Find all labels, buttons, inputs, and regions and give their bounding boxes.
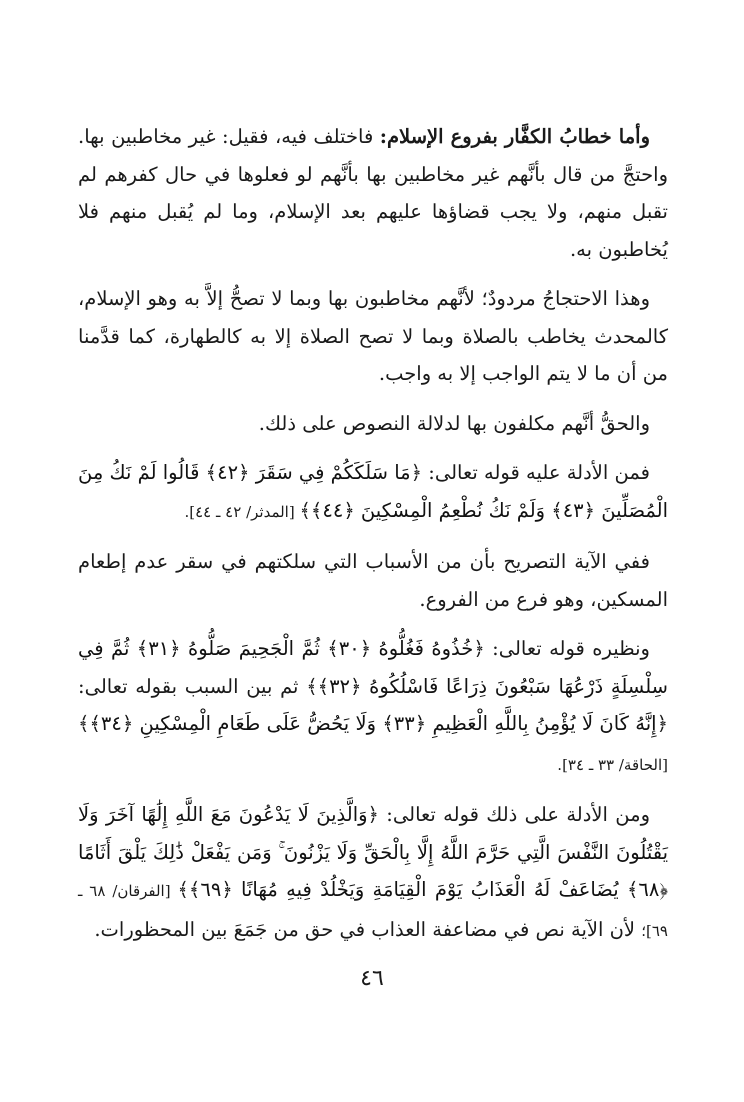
paragraph-text: ونظيره قوله تعالى: — [484, 637, 650, 660]
quran-verse: خُذُوهُ فَغُلُّوهُ ﴿٣٠﴾ ثُمَّ الْجَحِيمَ صَلُّوهُ ﴿٣١﴾ ثُمَّ فِي سِلْسِلَةٍ ذَرْعُهَا سَبْعُونَ ذِرَاعًا فَاسْلُكُوهُ ﴿٣٢﴾ — [78, 637, 668, 698]
paragraph-text: والحقُّ أنَّهم مكلفون بها لدلالة النصوص على ذلك. — [258, 411, 650, 435]
ornate-bracket-open: ﴿ — [367, 803, 379, 826]
paragraph-evidence-haqqah — [78, 630, 668, 784]
ornate-bracket-open: ﴿ — [410, 461, 423, 484]
paragraph-text: فمن الأدلة عليه قوله تعالى: — [422, 461, 650, 484]
verse-citation: [الحاقة/ ٣٣ ـ ٣٤]. — [557, 755, 668, 774]
paragraph-truth — [78, 405, 668, 443]
paragraph-evidence-muddaththir — [78, 454, 668, 531]
paragraph-text: فاختلف فيه، فقيل: غير مخاطبين بها. واحتجَّ من قال بأنَّهم غير مخاطبين بها بأنَّهم لو فعلوها في حال كفرهم لم تقبل منهم، ولا يجب قضاؤها عليهم بعد الإسلام، وما لم يُقبل منهم فلا يُخاطبون به. — [78, 125, 668, 261]
verse-citation: [الفرقان/ ٦٨ ـ ٦٩]؛ — [78, 882, 668, 940]
ornate-bracket-open: ﴿ — [473, 637, 485, 660]
verse-citation: [المدثر/ ٤٢ ـ ٤٤]. — [184, 502, 300, 521]
paragraph-disbelievers-address — [78, 118, 668, 268]
ornate-bracket-open: ﴿ — [656, 712, 669, 735]
quran-verse: مَا سَلَكَكُمْ فِي سَقَرَ ﴿٤٢﴾ قَالُوا لَمْ نَكُ مِنَ الْمُصَلِّينَ ﴿٤٣﴾ وَلَمْ نَكُ نُطْعِمُ الْمِسْكِينَ ﴿٤٤﴾ — [78, 461, 668, 522]
paragraph-heading: وأما خطابُ الكفَّار بفروع الإسلام: — [379, 125, 650, 148]
page-number: ٤٦ — [360, 966, 384, 991]
paragraph-text: ثم بين السبب بقوله تعالى: — [78, 674, 307, 698]
paragraph-refutation — [78, 280, 668, 393]
paragraph-explanation — [78, 543, 668, 618]
paragraph-text: ومن الأدلة على ذلك قوله تعالى: — [378, 803, 651, 826]
page-body — [78, 118, 668, 962]
paragraph-text: لأن الآية نص في مضاعفة العذاب في حق من جَمَعَ بين المحظورات. — [94, 917, 642, 941]
ornate-bracket-close: ﴾ — [306, 674, 318, 698]
quran-verse: وَالَّذِينَ لَا يَدْعُونَ مَعَ اللَّهِ إِلَٰهًا آخَرَ وَلَا يَقْتُلُونَ النَّفْسَ الَّتِي حَرَّمَ اللَّهُ إِلَّا بِالْحَقِّ وَلَا يَزْنُونَ ۚ وَمَن يَفْعَلْ ذَٰلِكَ يَلْقَ أَثَامًا ﴿٦٨﴾ يُضَاعَفْ لَهُ الْعَذَابُ يَوْمَ الْقِيَامَةِ وَيَخْلُدْ فِيهِ مُهَانًا ﴿٦٩﴾ — [78, 803, 668, 901]
paragraph-evidence-furqan — [78, 796, 668, 950]
paragraph-text: وهذا الاحتجاجُ مردودٌ؛ لأنَّهم مخاطبون بها وبما لا تصحُّ إلاَّ به وهو الإسلام، كالمحدث يخاطب بالصلاة وبما لا تصح الصلاة إلا به كالطهارة، كما قدَّمنا من أن ما لا يتم الواجب إلا به واجب. — [78, 287, 668, 385]
paragraph-text: ففي الآية التصريح بأن من الأسباب التي سلكتهم في سقر عدم إطعام المسكين، وهو فرع من الفروع. — [78, 550, 668, 611]
ornate-bracket-close: ﴾ — [177, 878, 189, 901]
ornate-bracket-close: ﴾ — [299, 498, 311, 522]
quran-verse: إِنَّهُ كَانَ لَا يُؤْمِنُ بِاللَّهِ الْعَظِيمِ ﴿٣٣﴾ وَلَا يَحُضُّ عَلَى طَعَامِ الْمِسْكِينِ ﴿٣٤﴾ — [89, 712, 657, 735]
ornate-bracket-close: ﴾ — [78, 712, 90, 735]
